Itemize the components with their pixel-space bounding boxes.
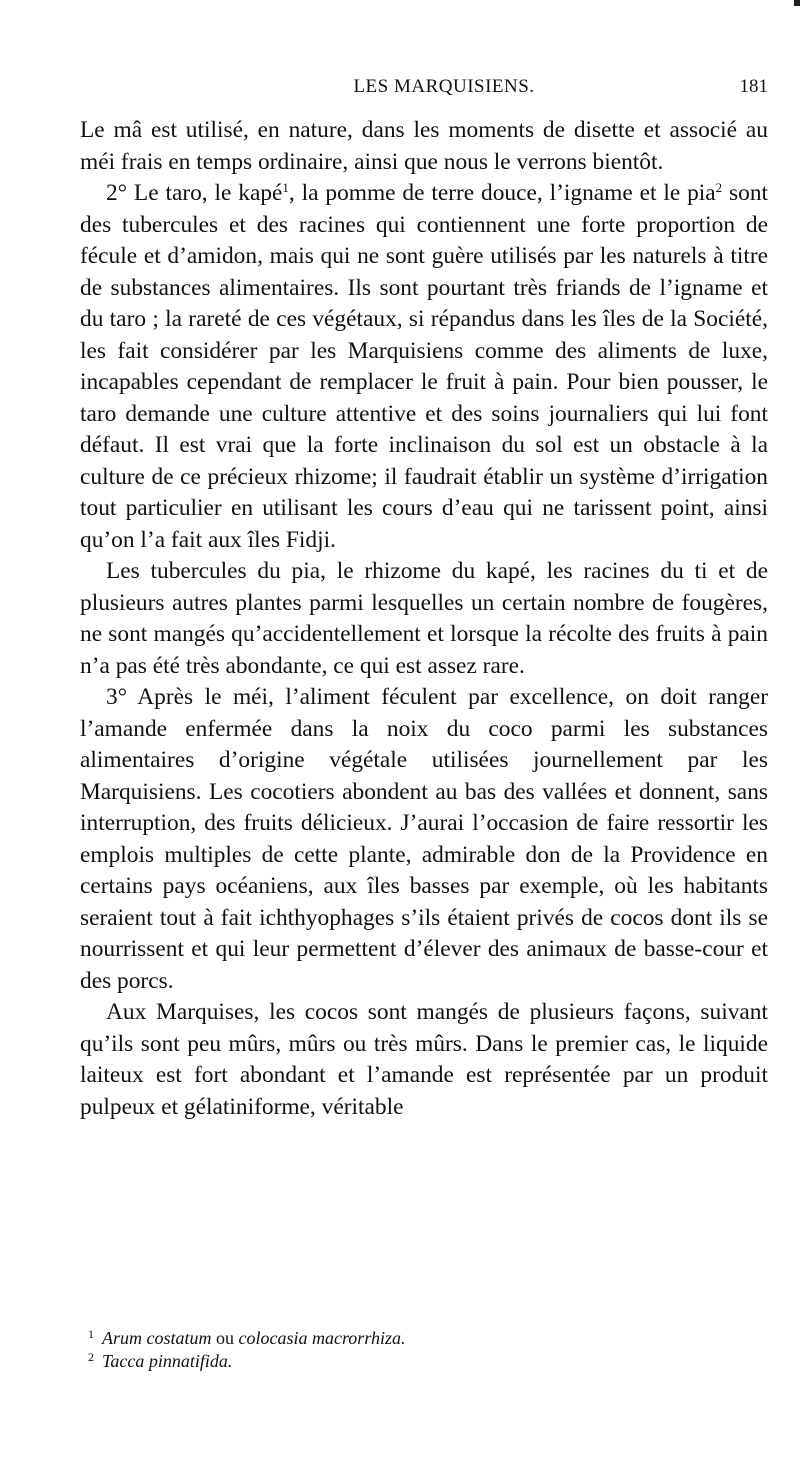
running-title: LES MARQUISIENS. [353,76,535,97]
paragraph-3: Les tubercules du pia, le rhizome du kapé, les racines du ti et de plusieurs autres plantes parmi lesquelles un certain nombre de fougères, ne sont mangés qu’accidentellement et lorsque la récolte des fruits à pain n’a pas été très abondante, ce qui est assez rare. [80,558,768,679]
footnote-1-species: Arum costatum [102,1328,212,1348]
footnote-marker: 2 [88,1350,94,1364]
paragraph-1: Le mâ est utilisé, en nature, dans les moments de disette et associé au méi frais en temps ordinaire, ainsi que nous le verrons bientôt. [80,117,768,175]
footnote-marker: 1 [88,1327,94,1341]
paragraph-4: 3° Après le méi, l’aliment féculent par excellence, on doit ranger l’amande enfermée dans la noix du coco parmi les substances alimentaires d’origine végétale utilisées journellement par les Marquisiens. Les cocotiers abondent au bas des vallées et donnent, sans interruption, des fruits délicieux. J’aurai l’occasion de faire ressortir les emplois multiples de cette plante, admirable don de la Providence en certains pays océaniens, aux îles basses par exemple, où les habitants seraient tout à fait ichthyophages s’ils étaient privés de cocos dont ils se nourrissent et qui leur permettent d’élever des animaux de basse-cour et des porcs. [80,684,768,994]
paragraph-2-part-2: , la pomme de terre douce, l’igname et le pia [288,180,716,206]
page-header [80,76,768,106]
paragraph-5: Aux Marquises, les cocos sont mangés de plusieurs façons, suivant qu’ils sont peu mûrs, mûrs ou très mûrs. Dans le premier cas, le liquide laiteux est fort abondant et l’amande est représentée par un produit pulpeux et gélatiniforme, véritable [80,999,768,1120]
paragraph-2-part-1: 2° Le taro, le kapé [106,180,283,206]
page-number: 181 [739,76,768,97]
paragraph-2 [80,178,768,556]
footnotes [80,1327,768,1373]
footnote-1 [80,1327,768,1350]
body-text [80,115,768,1123]
scan-edge-mark [794,0,800,6]
footnote-1-connector: ou [211,1328,239,1348]
footnote-2 [80,1350,768,1373]
footnote-1-alt-species: colocasia macrorrhiza. [238,1328,406,1348]
paragraph-2-part-3: sont des tubercules et des racines qui contiennent une forte proportion de fécule et d’amidon, mais qui ne sont guère utilisés par les naturels à titre de substances alimentaires. Ils sont pourtant très friands de l’igname et du taro ; la rareté de ces végétaux, si répandus dans les îles de la Société, les fait considérer par les Marquisiens comme des aliments de luxe, incapables cependant de remplacer le fruit à pain. Pour bien pousser, le taro demande une culture attentive et des soins journaliers qui lui font défaut. Il est vrai que la forte inclinaison du sol est un obstacle à la culture de ce précieux rhizome; il faudrait établir un système d’irrigation tout particulier en utilisant les cours d’eau qui ne tarissent point, ainsi qu’on l’a fait aux îles Fidji. [80,180,769,553]
footnote-2-species: Tacca pinnatifida. [102,1351,233,1371]
footnote-ref-2: 2 [715,180,723,195]
footnote-ref-1: 1 [282,180,289,195]
